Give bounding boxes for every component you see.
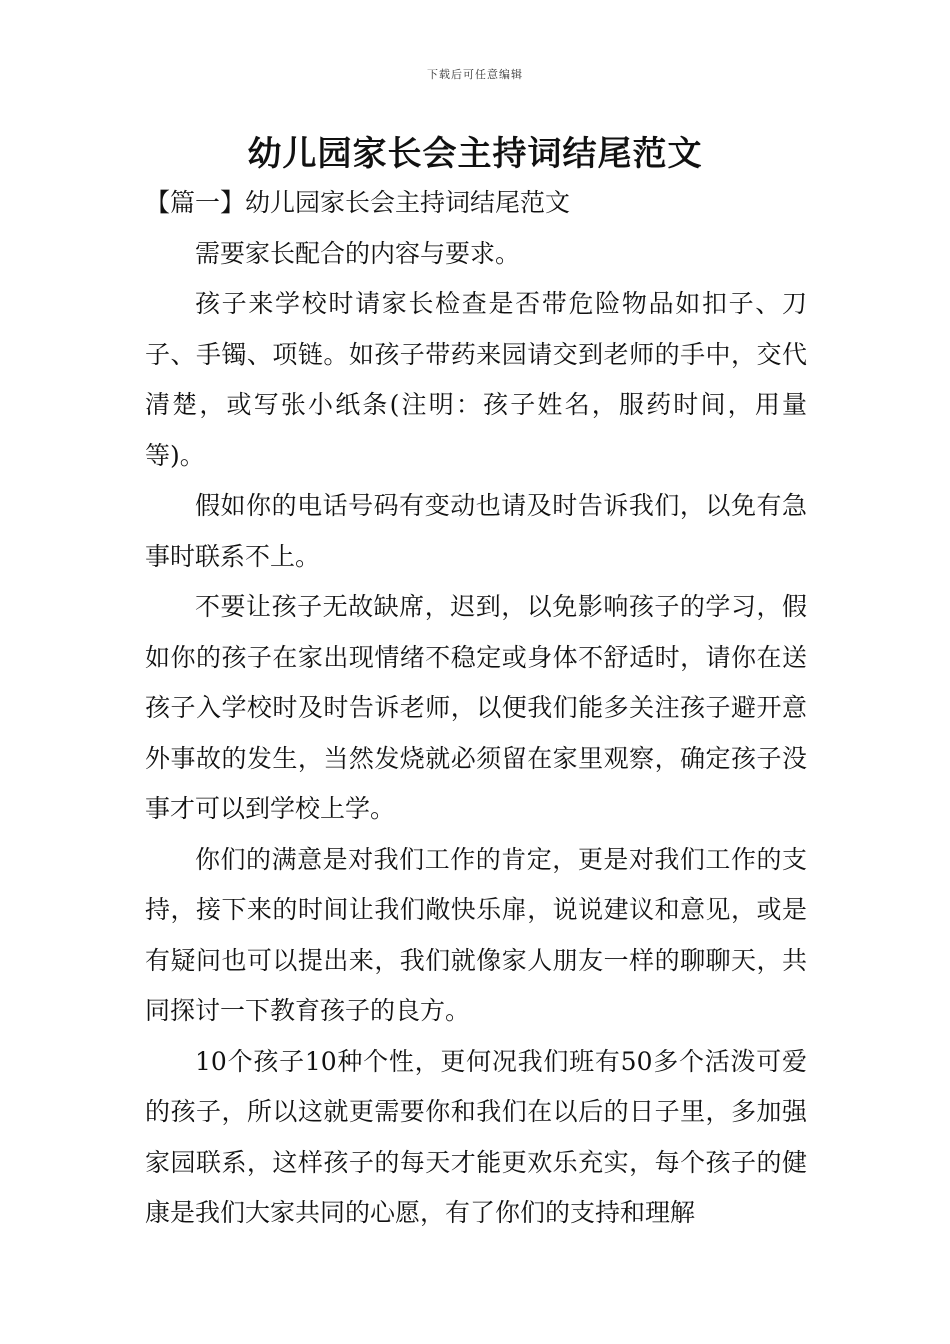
header-note: 下载后可任意编辑 [427,68,523,81]
paragraph-requirements: 需要家长配合的内容与要求。 [195,238,521,268]
paragraph-cooperation: 10个孩子10种个性，更何况我们班有50多个活泼可爱的孩子，所以这就更需要你和我们在以后的日子里，多加强家园联系，这样孩子的每天才能更欢乐充实，每个孩子的健康是我们大家共同的心愿，有了你们的支持和理解 [145,1046,807,1227]
document-body [145,178,807,1239]
section-heading: 【篇一】幼儿园家长会主持词结尾范文 [145,188,571,217]
paragraph-attendance: 不要让孩子无故缺席，迟到，以免影响孩子的学习，假如你的孩子在家出现情绪不稳定或身体不舒适时，请你在送孩子入学校时及时告诉老师，以便我们能多关注孩子避开意外事故的发生，当然发烧就必须留在家里观察，确定孩子没事才可以到学校上学。 [145,592,807,823]
paragraph-feedback: 你们的满意是对我们工作的肯定，更是对我们工作的支持，接下来的时间让我们敞快乐扉，说说建议和意见，或是有疑问也可以提出来，我们就像家人朋友一样的聊聊天，共同探讨一下教育孩子的良方。 [145,844,807,1025]
document-title: 幼儿园家长会主持词结尾范文 [247,134,703,174]
paragraph-phone-change: 假如你的电话号码有变动也请及时告诉我们，以免有急事时联系不上。 [145,491,807,571]
paragraph-safety-check: 孩子来学校时请家长检查是否带危险物品如扣子、刀子、手镯、项链。如孩子带药来园请交到老师的手中，交代清楚，或写张小纸条(注明：孩子姓名，服药时间，用量等)。 [145,289,807,470]
